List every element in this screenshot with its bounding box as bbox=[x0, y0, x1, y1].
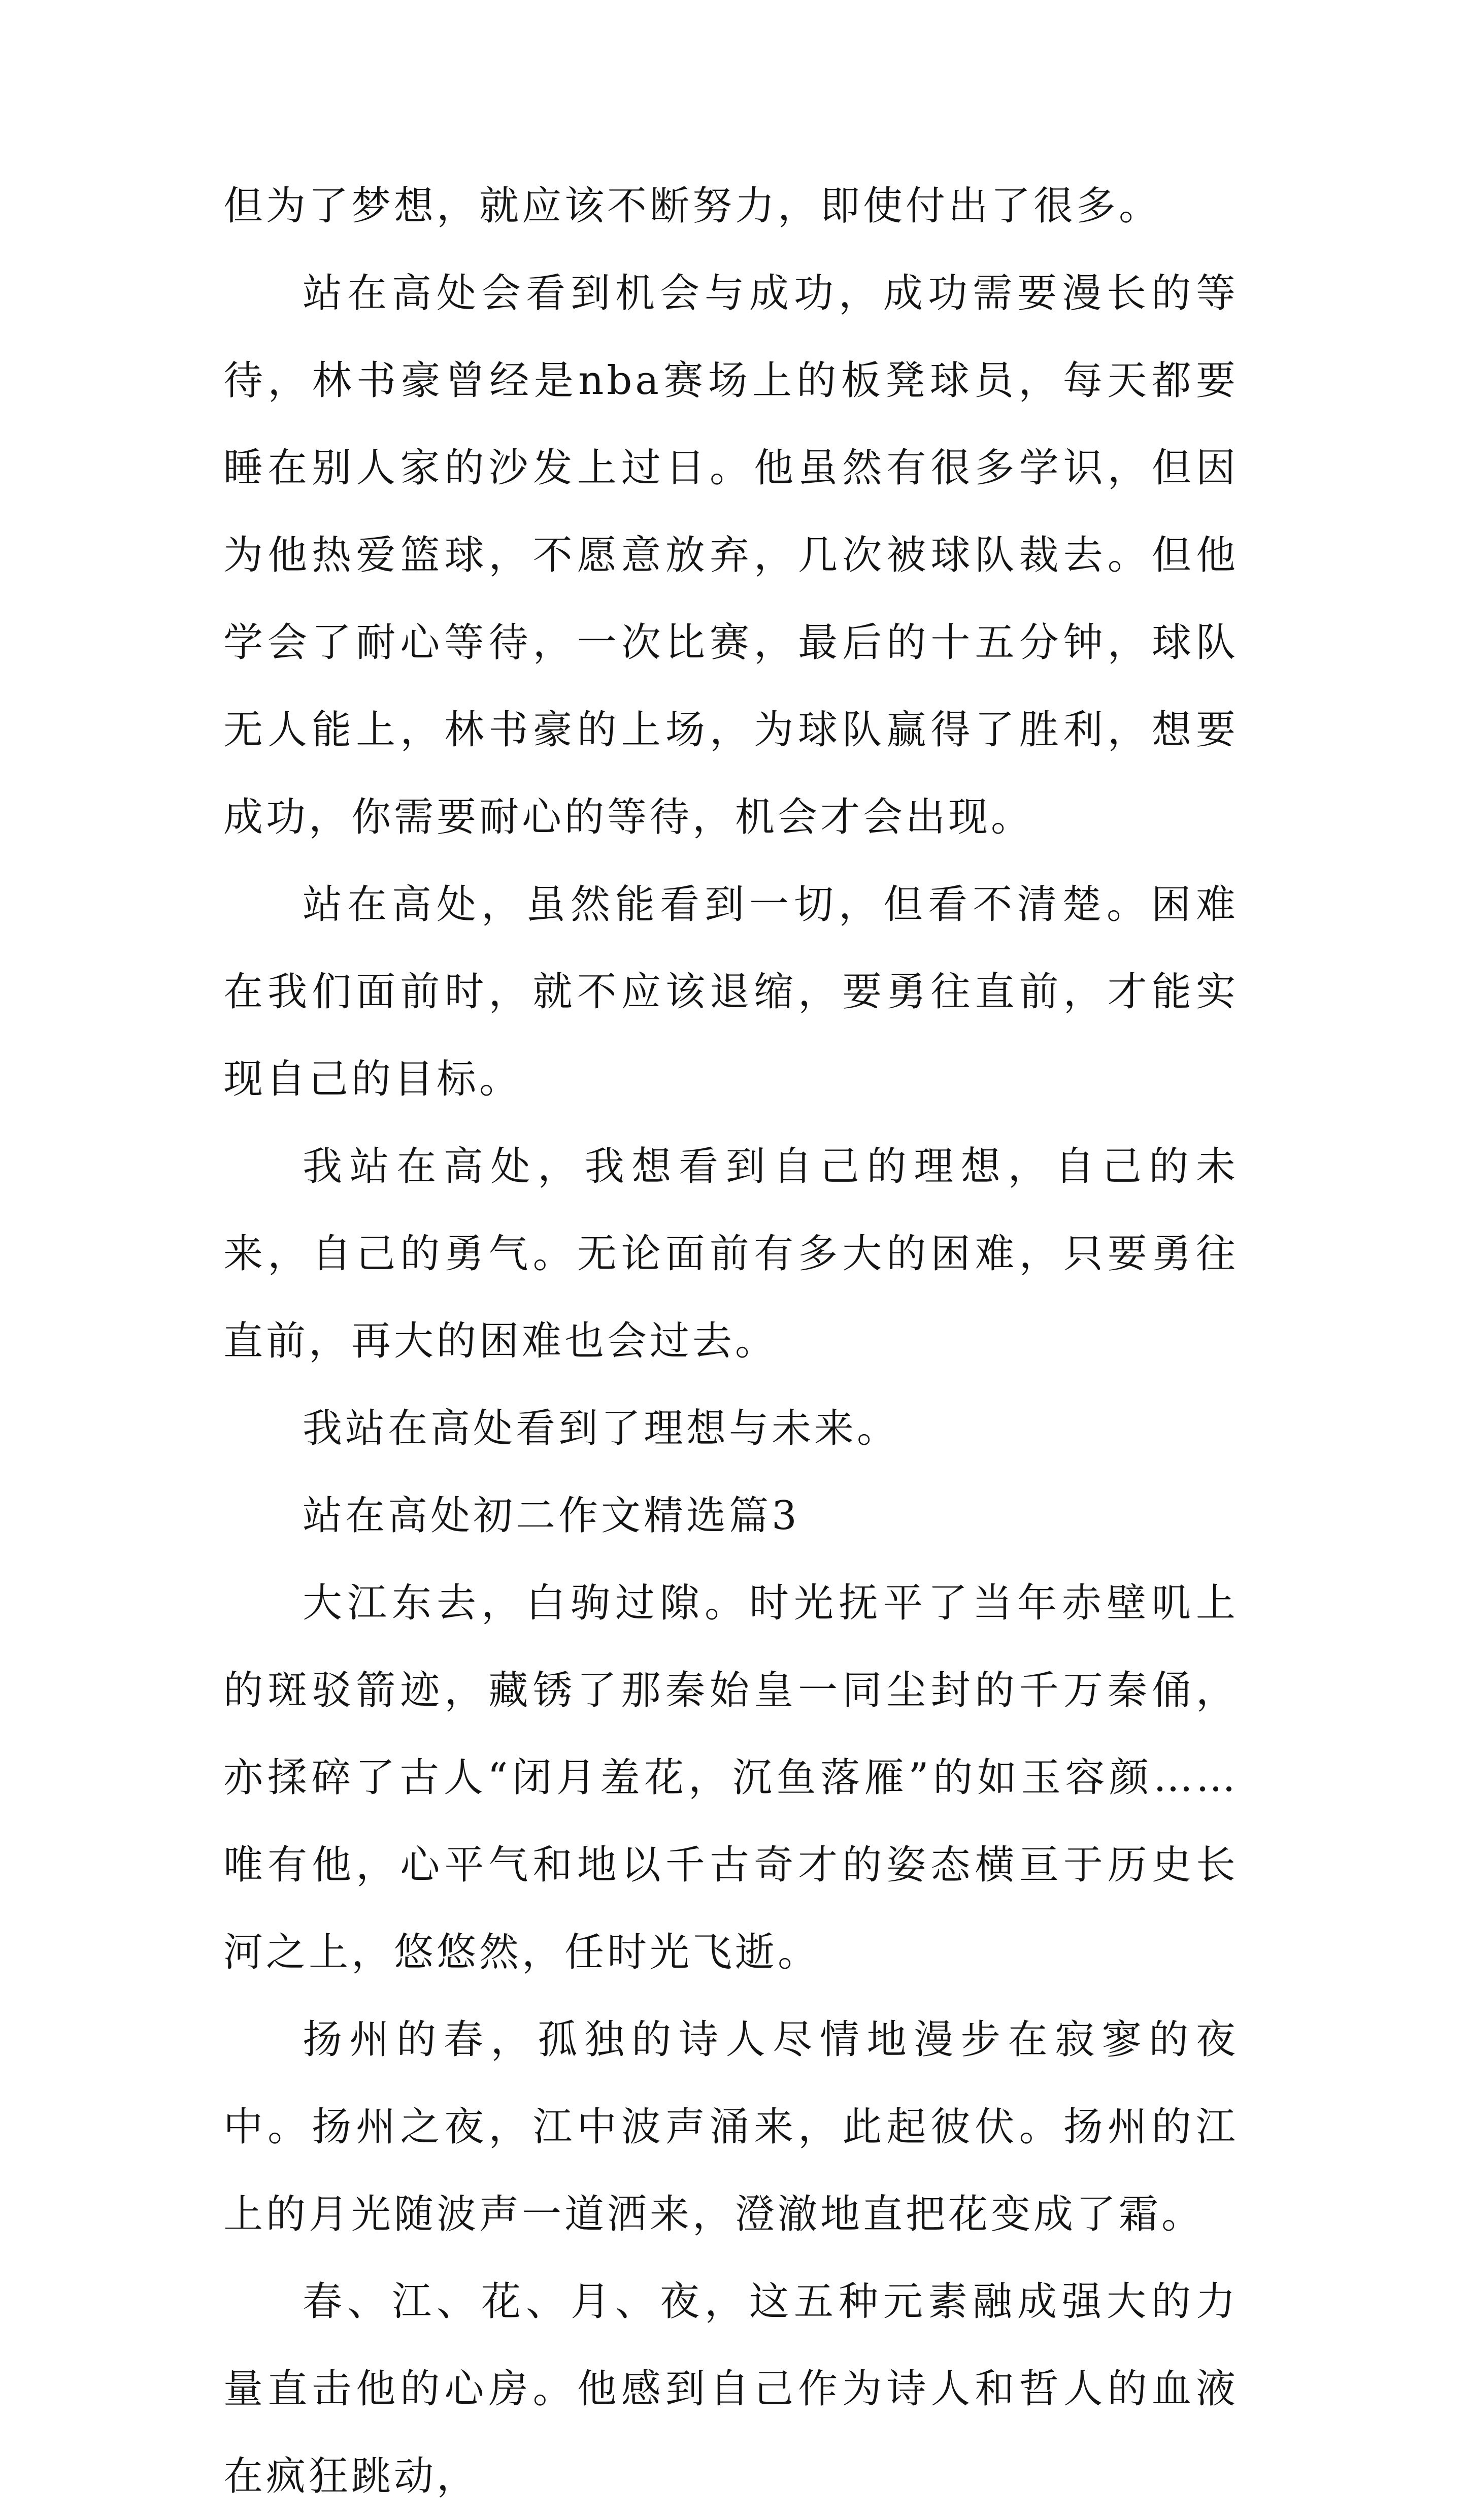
paragraph-6: 大江东去，白驹过隙。时光抚平了当年赤壁叽上的斑驳箭迹，藏锈了那秦始皇一同尘封的千万秦俑，亦揉碎了古人“闭月羞花，沉鱼落雁”的如玉容颜……唯有他，心平气和地以千古奇才的姿态横亘于历史长河之上，悠悠然，任时光飞逝。 bbox=[223, 1580, 1239, 1975]
paragraph-4: 我站在高处，我想看到自己的理想，自己的未来，自己的勇气。无论面前有多大的困难，只要勇往直前，再大的困难也会过去。 bbox=[223, 1144, 1239, 1364]
paragraph-1: 但为了梦想，就应该不断努力，即使付出了很多。 bbox=[223, 183, 1162, 229]
paragraph-7: 扬州的春，孤独的诗人尽情地漫步在寂寥的夜中。扬州之夜，江中波声涌来，此起彼伏。扬州的江上的月光随波声一道洒来，澄澈地直把花变成了霜。 bbox=[223, 2017, 1239, 2237]
paragraph-3: 站在高处，虽然能看到一切，但看不清楚。困难在我们面前时，就不应该退缩，要勇往直前，才能实现自己的目标。 bbox=[223, 882, 1239, 1102]
body-text bbox=[223, 162, 1239, 2520]
paragraph-8: 春、江、花、月、夜，这五种元素融成强大的力量直击他的心房。他感到自己作为诗人和哲人的血液在疯狂跳动， bbox=[223, 2279, 1239, 2499]
paragraph-2: 站在高处会看到机会与成功，成功需要漫长的等待，林书豪曾经是nba赛场上的板凳球员，每天都要睡在别人家的沙发上过日。他虽然有很多学识，但因为他热爱篮球，不愿意放弃，几次被球队裁去。但他学会了耐心等待，一次比赛，最后的十五分钟，球队无人能上，林书豪的上场，为球队赢得了胜利，想要成功，你需要耐心的等待，机会才会出现。 bbox=[223, 271, 1239, 840]
paragraph-5: 我站在高处看到了理想与未来。 bbox=[303, 1406, 900, 1451]
section-title: 站在高处初二作文精选篇3 bbox=[303, 1493, 800, 1539]
